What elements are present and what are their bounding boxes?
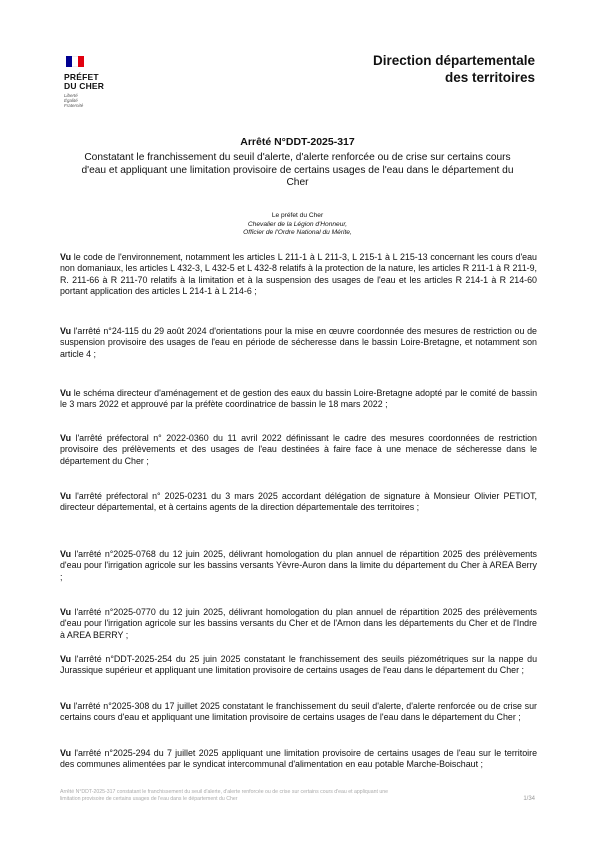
vu-keyword: Vu: [60, 701, 72, 711]
prefect-line2: Chevalier de la Légion d'Honneur,: [247, 220, 348, 228]
page-footer: [60, 789, 530, 803]
vu-keyword: Vu: [60, 326, 72, 336]
prefecture-logo: [64, 56, 134, 108]
motto-fraternite: Fraternité: [64, 103, 84, 108]
decree-subtitle: Constatant le franchissement du seuil d'alerte, d'alerte renforcée ou de crise sur certains cours d'eau et appliquant une limitation provisoire de certains usages de l'eau dans le département du Cher: [81, 152, 514, 188]
direction-line1: Direction départementale: [372, 53, 535, 68]
consideration-paragraph: [60, 701, 537, 724]
consideration-text: l'arrêté n°2025-0768 du 12 juin 2025, délivrant homologation du plan annuel de répartition 2025 des prélèvements d'eau pour l'irrigation agricole sur les bassins versants Yèvre-Auron dans la limite du département du Cher à AREA Berry ;: [60, 549, 537, 582]
vu-keyword: Vu: [60, 491, 72, 501]
flag-red-stripe: [78, 56, 84, 67]
direction-header: [373, 52, 535, 86]
consideration-paragraph: [60, 326, 537, 360]
consideration-paragraph: [60, 388, 537, 411]
vu-keyword: Vu: [60, 654, 72, 664]
consideration-text: l'arrêté n°2025-308 du 17 juillet 2025 constatant le franchissement du seuil d'alerte, d'alerte renforcée ou de crise sur certains cours d'eau et appliquant une limitation provisoire de certains usages de l'eau dans le département du Cher ;: [60, 701, 537, 723]
logo-title-line1: PRÉFET: [64, 72, 99, 82]
prefect-block: [195, 212, 400, 238]
footer-line2: limitation provisoire de certains usages de l'eau dans le département du Cher: [60, 796, 238, 802]
consideration-text: l'arrêté n°DDT-2025-254 du 25 juin 2025 constatant le franchissement des seuils piézométriques sur la nappe du Jurassique supérieur et appliquant une limitation provisoire de certains usages de l'eau dans le département du Cher ;: [60, 654, 538, 676]
consideration-text: l'arrêté n°2025-294 du 7 juillet 2025 appliquant une limitation provisoire de certains usages de l'eau sur le territoire des communes alimentées par le syndicat intercommunal d'alimentation en eau potable Marche-Boischaut ;: [60, 748, 538, 770]
motto-egalite: Égalité: [64, 98, 78, 103]
vu-keyword: Vu: [60, 388, 72, 398]
motto-liberte: Liberté: [64, 93, 78, 98]
consideration-paragraph: [60, 491, 537, 514]
consideration-text: l'arrêté n°2025-0770 du 12 juin 2025, délivrant homologation du plan annuel de répartition 2025 des prélèvements d'eau pour l'irrigation agricole sur les bassins versants du Cher et de l'Arnon dans les départements du Cher et de l'Indre à AREA BERRY ;: [60, 607, 537, 640]
vu-keyword: Vu: [60, 748, 72, 758]
prefect-line3: Officier de l'Ordre National du Mérite,: [243, 229, 352, 237]
logo-motto: [64, 93, 134, 108]
consideration-text: l'arrêté préfectoral n° 2022-0360 du 11 avril 2022 définissant le cadre des mesures coordonnées de restriction provisoire des prélèvements et des usages de l'eau destinées à faire face à une menace de sécheresse dans le département du Cher ;: [60, 433, 537, 466]
french-flag-icon: [66, 56, 84, 67]
consideration-paragraph: [60, 607, 537, 641]
vu-keyword: Vu: [60, 607, 72, 617]
consideration-text: l'arrêté n°24-115 du 29 août 2024 d'orientations pour la mise en œuvre coordonnée des mesures de restriction ou de suspension provisoire des usages de l'eau en période de sécheresse dans le bassin Loire-Bretagne, et notamment son article 4 ;: [60, 326, 537, 359]
consideration-text: le schéma directeur d'aménagement et de gestion des eaux du bassin Loire-Bretagne adopté par le comité de bassin le 3 mars 2022 et approuvé par la préfète coordinatrice de bassin le 18 mars 2022 ;: [60, 388, 538, 410]
consideration-paragraph: [60, 433, 537, 467]
page-number: 1/34: [523, 796, 535, 802]
vu-keyword: Vu: [60, 252, 72, 262]
consideration-text: le code de l'environnement, notamment les articles L 211-1 à L 211-3, L 215-1 à L 215-13 concernant les cours d'eau non domaniaux, les articles L 432-3, L 432-5 et L 432-8 relatifs à la protection de la nature, les articles R 211-1 à R 211-9, R. 211-66 à R 211-70 relatifs à la limitation et à la suspension des usages de l'eau et les articles R 214-1 à R 214-60 portant application des articles L 214-1 à L 214-6 ;: [60, 252, 537, 296]
logo-title: [64, 73, 134, 91]
consideration-paragraph: [60, 252, 537, 297]
logo-title-line2: DU CHER: [64, 81, 105, 91]
consideration-paragraph: [60, 549, 537, 583]
consideration-paragraph: [60, 654, 537, 677]
vu-keyword: Vu: [60, 549, 72, 559]
consideration-paragraph: [60, 748, 537, 771]
consideration-text: l'arrêté préfectoral n° 2025-0231 du 3 mars 2025 accordant délégation de signature à Monsieur Olivier PETIOT, directeur départemental, et à certains agents de la direction départementale des territoires ;: [60, 491, 538, 513]
decree-title: Arrêté N°DDT-2025-317: [240, 136, 355, 148]
direction-line2: des territoires: [444, 70, 535, 85]
footer-line1: Arrêté N°DDT-2025-317 constatant le franchissement du seuil d'alerte, d'alerte renforcée ou de crise sur certains cours d'eau et appliquant une: [60, 789, 389, 795]
vu-keyword: Vu: [60, 433, 72, 443]
prefect-line1: Le préfet du Cher: [271, 212, 324, 219]
